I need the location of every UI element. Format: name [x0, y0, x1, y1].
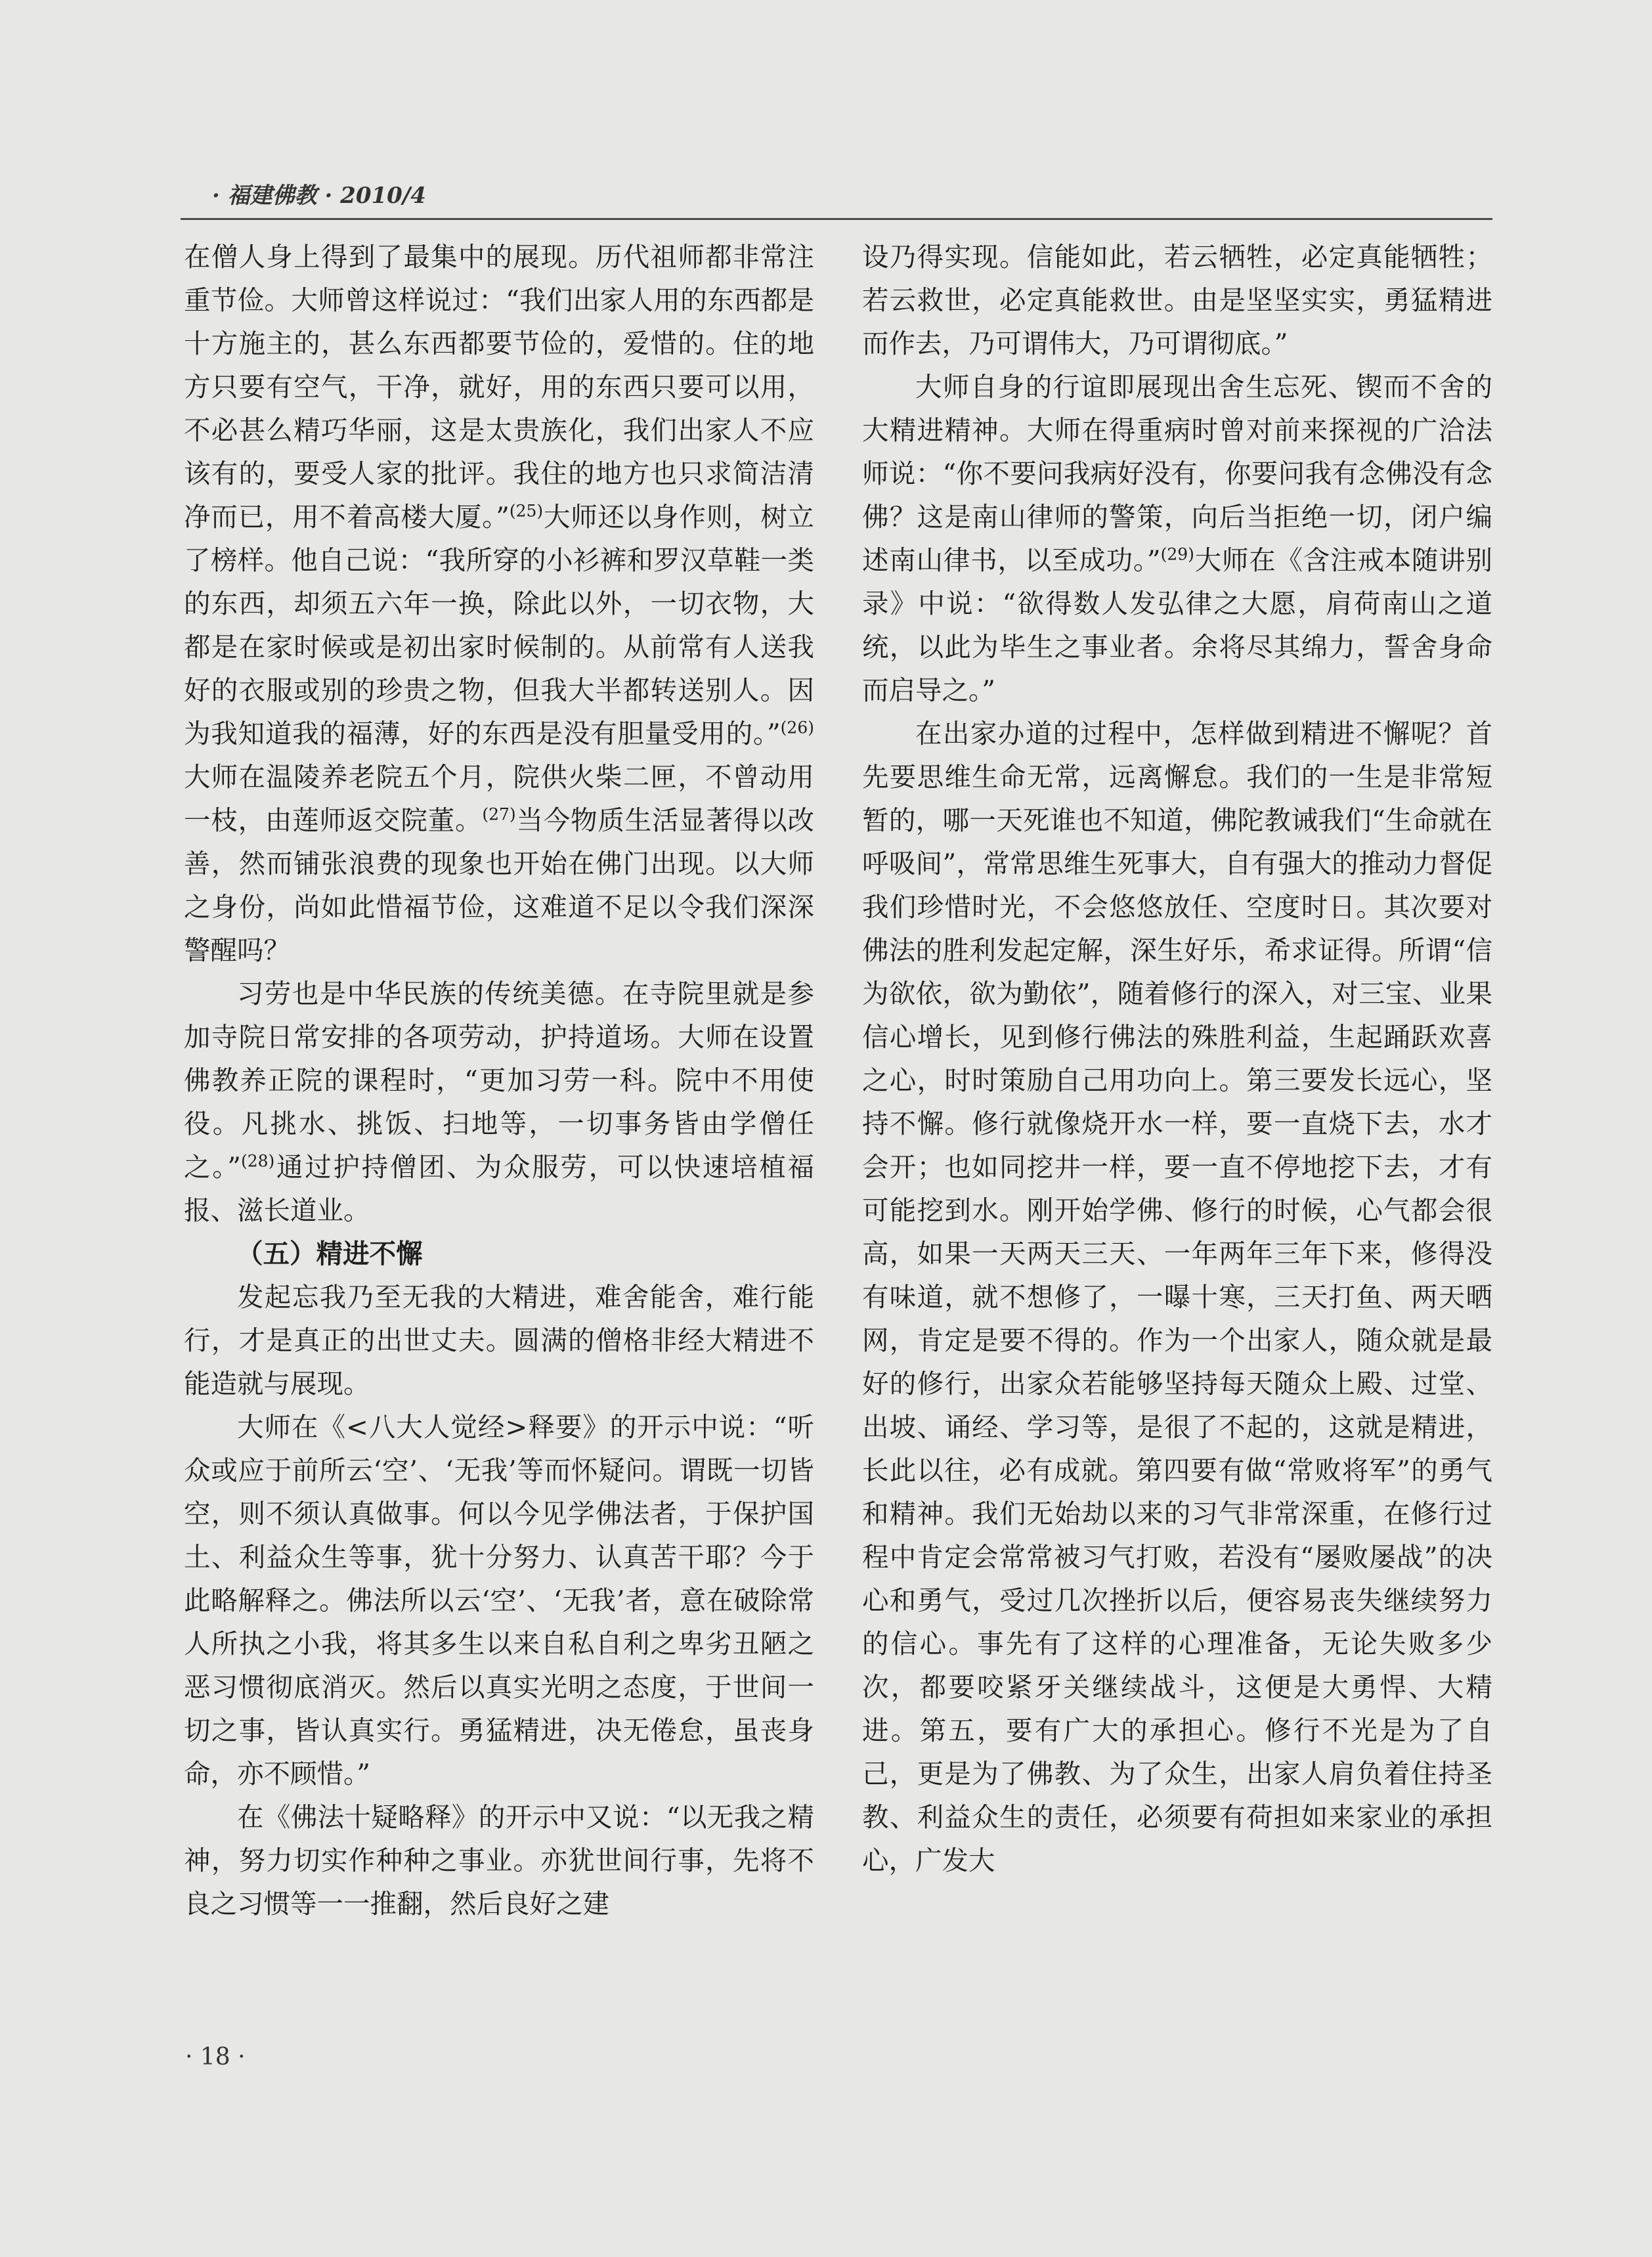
running-header: [181, 172, 1492, 220]
text-run: 大师还以身作则，树立了榜样。他自己说：“我所穿的小衫裤和罗汉草鞋一类的东西，却须五六年一换，除此以外，一切衣物，大都是在家时候或是初出家时候制的。从前常有人送我好的衣服或别的珍贵之物，但我大半都转送别人。因为我知道我的福薄，好的东西是没有胆量受用的。”: [184, 501, 814, 749]
text-run: 习劳也是中华民族的传统美德。在寺院里就是参加寺院日常安排的各项劳动，护持道场。大师在设置佛教养正院的课程时，“更加习劳一科。院中不用使役。凡挑水、挑饭、扫地等，一切事务皆由学僧任之。”: [184, 978, 814, 1183]
footnote-ref: (26): [780, 718, 814, 737]
text-run: 通过护持僧团、为众服劳，可以快速培植福报、滋长道业。: [184, 1151, 814, 1226]
footnote-ref: (28): [240, 1151, 275, 1171]
paragraph: [862, 365, 1492, 712]
footnote-ref: (27): [482, 804, 516, 824]
footnote-ref: (29): [1160, 544, 1194, 564]
page-number: · 18 ·: [185, 2044, 246, 2071]
text-run: 大师自身的行谊即展现出舍生忘死、锲而不舍的大精进精神。大师在得重病时曾对前来探视的广洽法师说：“你不要问我病好没有，你要问我有念佛没有念佛？这是南山律师的警策，向后当拒绝一切，闭户编述南山律书，以至成功。”: [862, 371, 1492, 576]
text-run: 大师在《含注戒本随讲别录》中说：“欲得数人发弘律之大愿，肩荷南山之道统，以此为毕生之事业者。余将尽其绵力，誓舍身命而启导之。”: [862, 544, 1492, 706]
paragraph: 在出家办道的过程中，怎样做到精进不懈呢？首先要思维生命无常，远离懈怠。我们的一生是非常短暂的，哪一天死谁也不知道，佛陀教诫我们“生命就在呼吸间”，常常思维生死事大，自有强大的推动力督促我们珍惜时光，不会悠悠放任、空度时日。其次要对佛法的胜利发起定解，深生好乐，希求证得。所谓“信为欲依，欲为勤依”，随着修行的深入，对三宝、业果信心增长，见到修行佛法的殊胜利益，生起踊跃欢喜之心，时时策励自己用功向上。第三要发长远心，坚持不懈。修行就像烧开水一样，要一直烧下去，水才会开；也如同挖井一样，要一直不停地挖下去，才有可能挖到水。刚开始学佛、修行的时候，心气都会很高，如果一天两天三天、一年两年三年下来，修得没有味道，就不想修了，一曝十寒，三天打鱼、两天晒网，肯定是要不得的。作为一个出家人，随众就是最好的修行，出家众若能够坚持每天随众上殿、过堂、出坡、诵经、学习等，是很了不起的，这就是精进，长此以往，必有成就。第四要有做“常败将军”的勇气和精神。我们无始劫以来的习气非常深重，在修行过程中肯定会常常被习气打败，若没有“屡败屡战”的决心和勇气，受过几次挫折以后，便容易丧失继续努力的信心。事先有了这样的心理准备，无论失败多少次，都要咬紧牙关继续战斗，这便是大勇悍、大精进。第五，要有广大的承担心。修行不光是为了自己，更是为了佛教、为了众生，出家人肩负着住持圣教、利益众生的责任，必须要有荷担如来家业的承担心，广发大: [862, 718, 1492, 1876]
text-run: 大师在温陵养老院五个月，院供火柴二匣，不曾动用一枝，由莲师返交院董。: [184, 761, 814, 836]
paragraph: [184, 235, 814, 972]
footnote-ref: (25): [509, 501, 544, 521]
paragraph: [184, 972, 814, 1232]
paragraph: 大师在《<八大人觉经>释要》的开示中说：“听众或应于前所云‘空’、‘无我’等而怀疑问。谓既一切皆空，则不须认真做事。何以今见学佛法者，于保护国土、利益众生等事，犹十分努力、认真苦干耶？今于此略解释之。佛法所以云‘空’、‘无我’者，意在破除常人所执之小我，将其多生以来自私自利之卑劣丑陋之恶习惯彻底消灭。然后以真实光明之态度，于世间一切之事，皆认真实行。勇猛精进，决无倦怠，虽丧身命，亦不顾惜。”: [184, 1411, 814, 1789]
text-run: 当今物质生活显著得以改善，然而铺张浪费的现象也开始在佛门出现。以大师之身份，尚如此惜福节俭，这难道不足以令我们深深警醒吗？: [184, 804, 814, 966]
paragraph: 设乃得实现。信能如此，若云牺牲，必定真能牺牲；若云救世，必定真能救世。由是坚坚实实，勇猛精进而作去，乃可谓伟大，乃可谓彻底。”: [862, 241, 1492, 359]
paragraph: 发起忘我乃至无我的大精进，难舍能舍，难行能行，才是真正的出世丈夫。圆满的僧格非经大精进不能造就与展现。: [184, 1281, 814, 1399]
text-run: 在僧人身上得到了最集中的展现。历代祖师都非常注重节俭。大师曾这样说过：“我们出家人用的东西都是十方施主的，甚么东西都要节俭的，爱惜的。住的地方只要有空气，干净，就好，用的东西只要可以用，不必甚么精巧华丽，这是太贵族化，我们出家人不应该有的，要受人家的批评。我住的地方也只求简洁清净而已，用不着高楼大厦。”: [184, 241, 814, 533]
right-column: [862, 235, 1492, 2002]
left-column: [184, 235, 814, 2002]
section-heading: （五）精进不懈: [236, 1238, 423, 1269]
running-title: · 福建佛教 · 2010/4: [212, 183, 426, 209]
paragraph: 在《佛法十疑略释》的开示中又说：“以无我之精神，努力切实作种种之事业。亦犹世间行事，先将不良之习惯等一一推翻，然后良好之建: [184, 1801, 814, 1919]
